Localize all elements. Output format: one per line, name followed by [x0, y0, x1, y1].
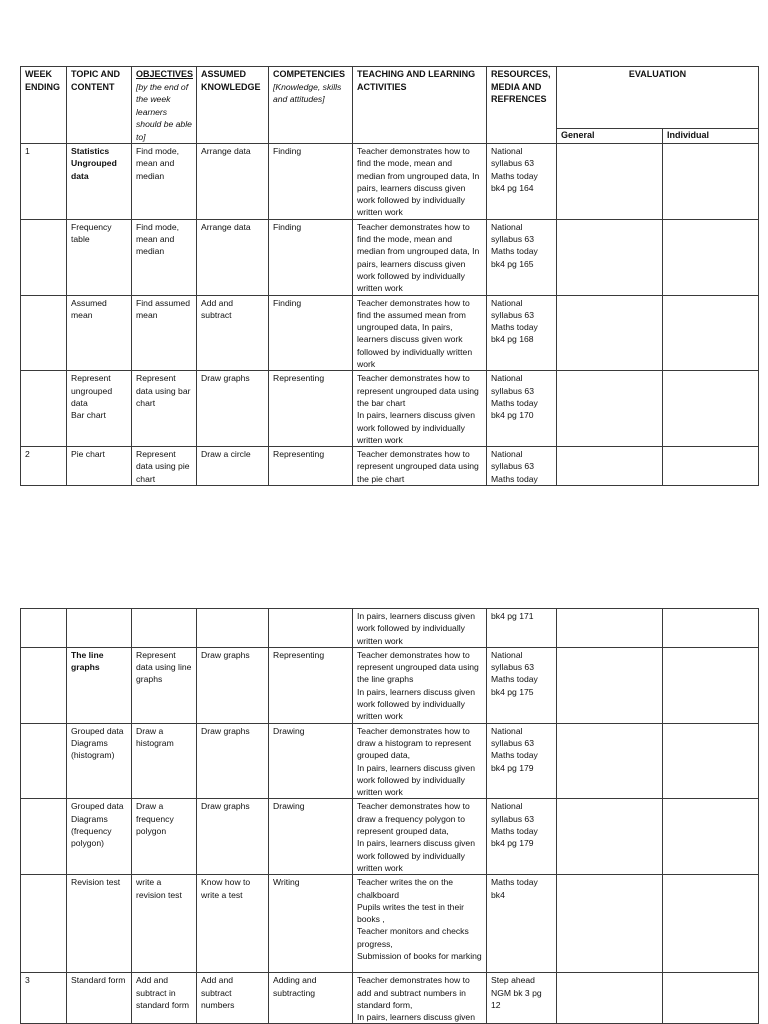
cell-week — [21, 609, 67, 648]
header-resources: RESOURCES, MEDIA AND REFRENCES — [487, 67, 557, 144]
table-row — [21, 609, 759, 648]
cell-topic: Statistics Ungrouped data — [67, 144, 132, 220]
cell-competencies: Writing — [269, 875, 353, 973]
cell-resources: Maths today bk4 — [487, 875, 557, 973]
cell-individual — [663, 295, 759, 371]
table-row — [21, 723, 759, 799]
cell-resources: National syllabus 63 Maths today bk4 pg 179 — [487, 799, 557, 875]
cell-week — [21, 219, 67, 295]
cell-activities: Teacher demonstrates how to draw a frequency polygon to represent grouped data, In pairs, learners discuss given work followed by individually written work — [353, 799, 487, 875]
cell-assumed: Draw graphs — [197, 799, 269, 875]
header-assumed-knowledge: ASSUMED KNOWLEDGE — [197, 67, 269, 144]
cell-activities: Teacher demonstrates how to represent ungrouped data using the line graphs In pairs, learners discuss given work followed by individually written work — [353, 647, 487, 723]
cell-resources: National syllabus 63 Maths today bk4 pg 164 — [487, 144, 557, 220]
cell-competencies — [269, 609, 353, 648]
cell-general — [557, 647, 663, 723]
cell-individual — [663, 144, 759, 220]
header-objectives — [132, 67, 197, 144]
cell-resources: National syllabus 63 Maths today bk4 pg 175 — [487, 647, 557, 723]
table-row — [21, 973, 759, 1024]
cell-resources: National syllabus 63 Maths today bk4 pg 170 — [487, 371, 557, 447]
cell-resources: National syllabus 63 Maths today bk4 pg 179 — [487, 723, 557, 799]
header-competencies — [269, 67, 353, 144]
cell-general — [557, 219, 663, 295]
cell-topic: The line graphs — [67, 647, 132, 723]
table-row — [21, 799, 759, 875]
table-row — [21, 295, 759, 371]
table-row — [21, 371, 759, 447]
cell-assumed: Arrange data — [197, 144, 269, 220]
cell-activities: Teacher demonstrates how to find the mode, mean and median from ungrouped data, In pairs, learners discuss given work followed by individually written work — [353, 144, 487, 220]
cell-topic — [67, 609, 132, 648]
cell-resources: National syllabus 63 Maths today — [487, 447, 557, 486]
cell-objectives: Find assumed mean — [132, 295, 197, 371]
cell-individual — [663, 647, 759, 723]
cell-week — [21, 647, 67, 723]
cell-objectives: Represent data using line graphs — [132, 647, 197, 723]
cell-week — [21, 295, 67, 371]
cell-general — [557, 144, 663, 220]
cell-general — [557, 371, 663, 447]
cell-assumed: Arrange data — [197, 219, 269, 295]
cell-assumed — [197, 609, 269, 648]
cell-resources: National syllabus 63 Maths today bk4 pg 168 — [487, 295, 557, 371]
cell-resources: Step ahead NGM bk 3 pg 12 — [487, 973, 557, 1024]
cell-individual — [663, 875, 759, 973]
cell-individual — [663, 723, 759, 799]
cell-objectives — [132, 609, 197, 648]
cell-topic: Represent ungrouped data Bar chart — [67, 371, 132, 447]
cell-activities: Teacher demonstrates how to represent ungrouped data using the pie chart — [353, 447, 487, 486]
cell-general — [557, 723, 663, 799]
cell-objectives: Add and subtract in standard form — [132, 973, 197, 1024]
cell-competencies: Representing — [269, 371, 353, 447]
cell-individual — [663, 371, 759, 447]
cell-topic: Grouped data Diagrams (histogram) — [67, 723, 132, 799]
cell-individual — [663, 799, 759, 875]
cell-general — [557, 609, 663, 648]
cell-competencies: Drawing — [269, 723, 353, 799]
cell-objectives: Draw a histogram — [132, 723, 197, 799]
table-row — [21, 447, 759, 486]
cell-resources: bk4 pg 171 — [487, 609, 557, 648]
cell-topic: Pie chart — [67, 447, 132, 486]
cell-topic: Grouped data Diagrams (frequency polygon) — [67, 799, 132, 875]
cell-general — [557, 295, 663, 371]
header-individual: Individual — [663, 129, 759, 144]
cell-activities: Teacher writes the on the chalkboard Pupils writes the test in their books , Teacher monitors and checks progress, Submission of books for marking — [353, 875, 487, 973]
header-evaluation: EVALUATION — [557, 67, 759, 129]
cell-general — [557, 973, 663, 1024]
table-row — [21, 219, 759, 295]
cell-individual — [663, 219, 759, 295]
cell-objectives: Find mode, mean and median — [132, 219, 197, 295]
cell-assumed: Draw a circle — [197, 447, 269, 486]
header-topic: TOPIC AND CONTENT — [67, 67, 132, 144]
cell-topic: Revision test — [67, 875, 132, 973]
cell-individual — [663, 609, 759, 648]
header-general: General — [557, 129, 663, 144]
cell-resources: National syllabus 63 Maths today bk4 pg 165 — [487, 219, 557, 295]
table-row — [21, 647, 759, 723]
cell-competencies: Representing — [269, 647, 353, 723]
cell-general — [557, 799, 663, 875]
cell-activities: Teacher demonstrates how to draw a histogram to represent grouped data, In pairs, learners discuss given work followed by individually written work — [353, 723, 487, 799]
cell-assumed: Draw graphs — [197, 723, 269, 799]
cell-activities: Teacher demonstrates how to add and subtract numbers in standard form, In pairs, learners discuss given — [353, 973, 487, 1024]
cell-individual — [663, 447, 759, 486]
cell-week — [21, 799, 67, 875]
cell-assumed: Add and subtract numbers — [197, 973, 269, 1024]
cell-activities: Teacher demonstrates how to find the assumed mean from ungrouped data, In pairs, learners discuss given work followed by individually written work — [353, 295, 487, 371]
cell-week — [21, 723, 67, 799]
cell-individual — [663, 973, 759, 1024]
cell-objectives: write a revision test — [132, 875, 197, 973]
cell-general — [557, 875, 663, 973]
table-row — [21, 875, 759, 973]
cell-assumed: Draw graphs — [197, 371, 269, 447]
cell-week: 1 — [21, 144, 67, 220]
header-activities: TEACHING AND LEARNING ACTIVITIES — [353, 67, 487, 144]
cell-competencies: Finding — [269, 295, 353, 371]
cell-competencies: Finding — [269, 144, 353, 220]
cell-week — [21, 875, 67, 973]
cell-assumed: Add and subtract — [197, 295, 269, 371]
cell-general — [557, 447, 663, 486]
cell-week: 3 — [21, 973, 67, 1024]
header-objectives-label: OBJECTIVES — [136, 69, 194, 79]
table-row — [21, 144, 759, 220]
cell-objectives: Represent data using bar chart — [132, 371, 197, 447]
cell-week — [21, 371, 67, 447]
cell-assumed: Know how to write a test — [197, 875, 269, 973]
header-week-ending: WEEK ENDING — [21, 67, 67, 144]
header-objectives-note: [by the end of the week learners should be able to] — [136, 81, 192, 142]
cell-topic: Assumed mean — [67, 295, 132, 371]
cell-week: 2 — [21, 447, 67, 486]
scheme-of-work-table-page1 — [20, 66, 759, 486]
scheme-of-work-table-page2 — [20, 608, 759, 1024]
header-competencies-note: [Knowledge, skills and attitudes] — [273, 81, 342, 104]
cell-competencies: Drawing — [269, 799, 353, 875]
cell-competencies: Adding and subtracting — [269, 973, 353, 1024]
header-competencies-label: COMPETENCIES — [273, 69, 346, 79]
cell-activities: Teacher demonstrates how to represent ungrouped data using the bar chart In pairs, learners discuss given work followed by individually written work — [353, 371, 487, 447]
cell-assumed: Draw graphs — [197, 647, 269, 723]
cell-topic: Frequency table — [67, 219, 132, 295]
cell-topic: Standard form — [67, 973, 132, 1024]
cell-activities: In pairs, learners discuss given work followed by individually written work — [353, 609, 487, 648]
cell-competencies: Finding — [269, 219, 353, 295]
cell-objectives: Represent data using pie chart — [132, 447, 197, 486]
cell-activities: Teacher demonstrates how to find the mode, mean and median from ungrouped data, In pairs, learners discuss given work followed by individually written work — [353, 219, 487, 295]
cell-objectives: Find mode, mean and median — [132, 144, 197, 220]
cell-objectives: Draw a frequency polygon — [132, 799, 197, 875]
cell-competencies: Representing — [269, 447, 353, 486]
